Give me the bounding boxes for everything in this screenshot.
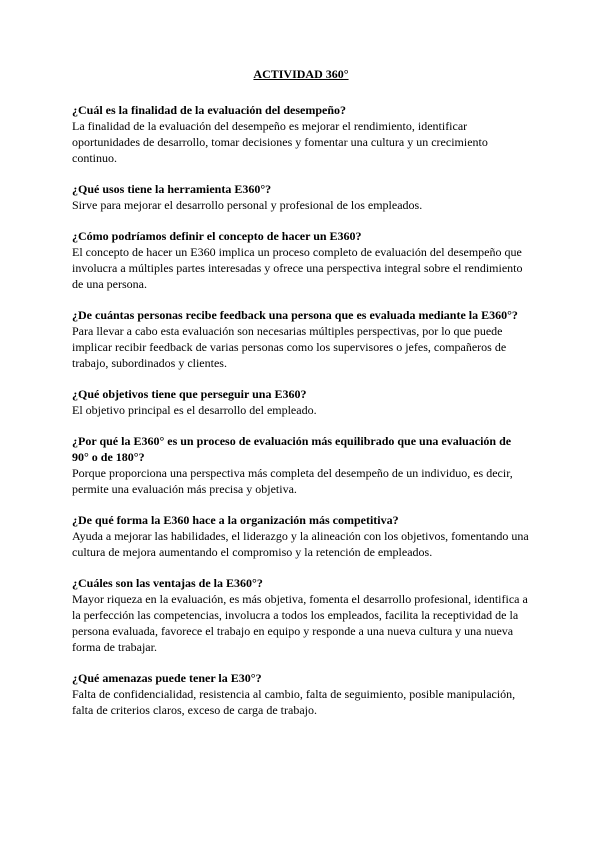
answer: Porque proporciona una perspectiva más completa del desempeño de un individuo, es decir, permite una evaluación más precisa y objetiva. [72, 466, 513, 496]
qa-item [72, 307, 530, 371]
qa-item [72, 512, 530, 560]
qa-item [72, 386, 530, 418]
qa-item [72, 575, 530, 655]
answer: Falta de confidencialidad, resistencia al cambio, falta de seguimiento, posible manipulación, falta de criterios claros, exceso de carga de trabajo. [72, 687, 516, 717]
question: ¿Cuáles son las ventajas de la E360°? [72, 576, 263, 590]
question: ¿Cómo podríamos definir el concepto de hacer un E360? [72, 229, 362, 243]
answer: Para llevar a cabo esta evaluación son necesarias múltiples perspectivas, por lo que puede implicar recibir feedback de varias personas como los supervisores o jefes, compañeros de trabajo, subordinados y clientes. [72, 324, 507, 370]
qa-item [72, 670, 530, 718]
qa-item [72, 433, 530, 497]
answer: Ayuda a mejorar las habilidades, el liderazgo y la alineación con los objetivos, fomentando una cultura de mejora aumentando el compromiso y la retención de empleados. [72, 529, 529, 559]
qa-item [72, 102, 530, 166]
answer: Mayor riqueza en la evaluación, es más objetiva, fomenta el desarrollo profesional, identifica a la perfección las competencias, involucra a todos los empleados, facilita la receptividad de la persona evaluada, favorece el trabajo en equipo y responde a una nueva cultura y una nueva forma de trabajar. [72, 592, 528, 654]
question: ¿Qué objetivos tiene que perseguir una E360? [72, 387, 307, 401]
question: ¿De qué forma la E360 hace a la organización más competitiva? [72, 513, 399, 527]
answer: El objetivo principal es el desarrollo del empleado. [72, 403, 317, 417]
question: ¿Cuál es la finalidad de la evaluación del desempeño? [72, 103, 347, 117]
answer: Sirve para mejorar el desarrollo personal y profesional de los empleados. [72, 198, 423, 212]
question: ¿Por qué la E360° es un proceso de evaluación más equilibrado que una evaluación de 90° o de 180°? [72, 434, 512, 464]
document-title: ACTIVIDAD 360° [253, 67, 349, 81]
question: ¿De cuántas personas recibe feedback una persona que es evaluada mediante la E360°? [72, 308, 518, 322]
question: ¿Qué usos tiene la herramienta E360°? [72, 182, 272, 196]
document-page [72, 66, 530, 733]
qa-item [72, 228, 530, 292]
question: ¿Qué amenazas puede tener la E30°? [72, 671, 262, 685]
qa-item [72, 181, 530, 213]
answer: La finalidad de la evaluación del desempeño es mejorar el rendimiento, identificar oportunidades de desarrollo, tomar decisiones y fomentar una cultura y un crecimiento continuo. [72, 119, 488, 165]
answer: El concepto de hacer un E360 implica un proceso completo de evaluación del desempeño que involucra a múltiples partes interesadas y ofrece una perspectiva integral sobre el rendimiento de una persona. [72, 245, 523, 291]
